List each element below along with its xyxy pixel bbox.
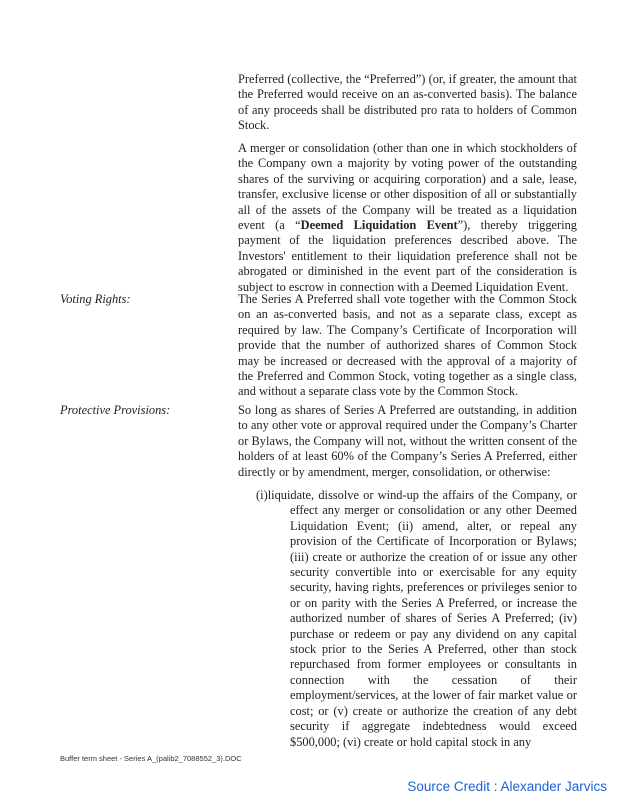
paragraph-preferred-amount: Preferred (collective, the “Preferred”) (or, if greater, the amount that the Preferred would receive on an as-converted basis). The balance of any proceeds shall be distributed pro rata to holders of Common Stock.: [238, 72, 577, 133]
deemed-liquidation-text-b: ”), thereby triggering payment of the liquidation preferences described above. The Investors' entitlement to their liquidation preference shall not be abrogated or diminished in the event part of the consideration is subject to escrow in connection with a Deemed Liquidation Event.: [238, 218, 577, 294]
deemed-liquidation-text-a: A merger or consolidation (other than one in which stockholders of the Company own a majority by voting power of the outstanding shares of the surviving or acquiring corporation) and a sale, lease, transfer, exclusive license or other disposition of all or substantially all of the assets of the Company will be treated as a liquidation event (a “: [238, 141, 577, 233]
voting-rights-text: The Series A Preferred shall vote together with the Common Stock on an as-converted basis, and not as a separate class, except as required by law. The Company’s Certificate of Incorporation will provide that the number of authorized shares of Common Stock may be increased or decreased with the approval of a majority of the Preferred and Common Stock, voting together as a single class, and without a separate class vote by the Common Stock.: [238, 292, 577, 399]
voting-rights-label: Voting Rights:: [60, 292, 131, 306]
paragraph-deemed-liquidation: [238, 141, 577, 295]
protective-provisions-list: [256, 488, 577, 750]
protective-provisions-label: Protective Provisions:: [60, 403, 171, 417]
source-credit: Source Credit : Alexander Jarvics: [401, 778, 613, 795]
protective-provisions-text: So long as shares of Series A Preferred are outstanding, in addition to any other vote or approval required under the Company’s Charter or Bylaws, the Company will not, without the written consent of the holders of at least 60% of the Company’s Series A Preferred, either directly or by amendment, merger, consolidation, or otherwise:: [238, 403, 577, 479]
protective-provisions-list-text: (i)liquidate, dissolve or wind-up the affairs of the Company, or effect any merger or consolidation or any other Deemed Liquidation Event; (ii) amend, alter, or repeal any provision of the Certificate of Incorporation or Bylaws; (iii) create or authorize the creation of or issue any other security convertible into or exercisable for any equity security, having rights, preferences or privileges senior to or on parity with the Series A Preferred, or increase the authorized number of shares of Series A Preferred; (iv) purchase or redeem or pay any dividend on any capital stock prior to the Series A Preferred, other than stock repurchased from former employees or consultants in connection with the cessation of their employment/services, at the lower of fair market value or cost; or (v) create or authorize the creation of any debt security if aggregate indebtedness would exceed $500,000; (vi) create or hold capital stock in any: [256, 488, 577, 749]
deemed-liquidation-term: Deemed Liquidation Event: [300, 218, 458, 233]
document-footer: Buffer term sheet - Series A_(palib2_7088552_3).DOC: [60, 754, 242, 763]
